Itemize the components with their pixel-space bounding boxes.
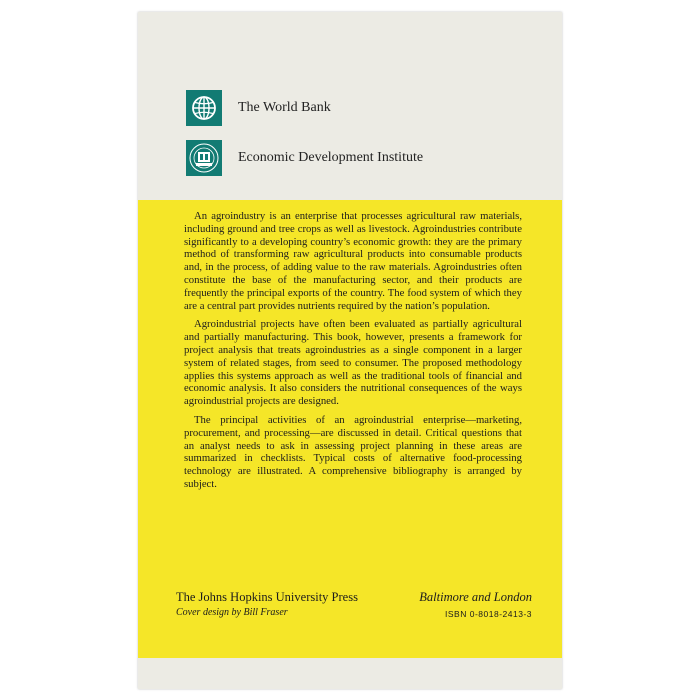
edi-label: Economic Development Institute	[238, 150, 424, 165]
publisher-footer	[176, 590, 532, 619]
publisher-name: The Johns Hopkins University Press	[176, 590, 358, 604]
globe-icon	[186, 90, 222, 126]
publisher-cities: Baltimore and London	[419, 590, 532, 604]
world-bank-logo-row	[186, 90, 331, 126]
description-paragraph: Agroindustrial projects have often been evaluated as partially agricultural and partially manufacturing. This book, however, presents a framework for project analysis that treats agroindustries as a single component in a larger system of related stages, from seed to consumer. The proposed methodology applies this systems approach as well as the traditional tools of financial and economic analysis. It also considers the nutritional consequences of the ways agroindustrial projects are designed.	[184, 318, 522, 408]
isbn-number: ISBN 0-8018-2413-3	[445, 609, 532, 619]
book-back-cover	[138, 12, 562, 689]
description-paragraph: The principal activities of an agroindustrial enterprise—marketing, procurement, and processing—are discussed in detail. Critical questions that an analyst needs to ask in assessing project planning in these areas are summarized in checklists. Typical costs of alternative food-processing technology are illustrated. A comprehensive bibliography is arranged by subject.	[184, 413, 522, 490]
edi-logo-row	[186, 140, 423, 176]
cover-design-credit: Cover design by Bill Fraser	[176, 607, 288, 618]
description-paragraph: An agroindustry is an enterprise that processes agricultural raw materials, including ground and tree crops as well as livestock. Agroindustries contribute significantly to a developing country’s economic growth: they are the primary method of transforming raw agricultural products into consumable products and, in the process, of adding value to the raw materials. Agroindustries often constitute the base of the manufacturing sector, and their products are frequently the principal exports of the country. The food system of which they are a central part provides nutrients required by the nation’s population.	[184, 210, 522, 312]
edi-seal-icon	[186, 140, 222, 176]
world-bank-label: The World Bank	[238, 100, 331, 115]
description-text	[184, 210, 522, 497]
